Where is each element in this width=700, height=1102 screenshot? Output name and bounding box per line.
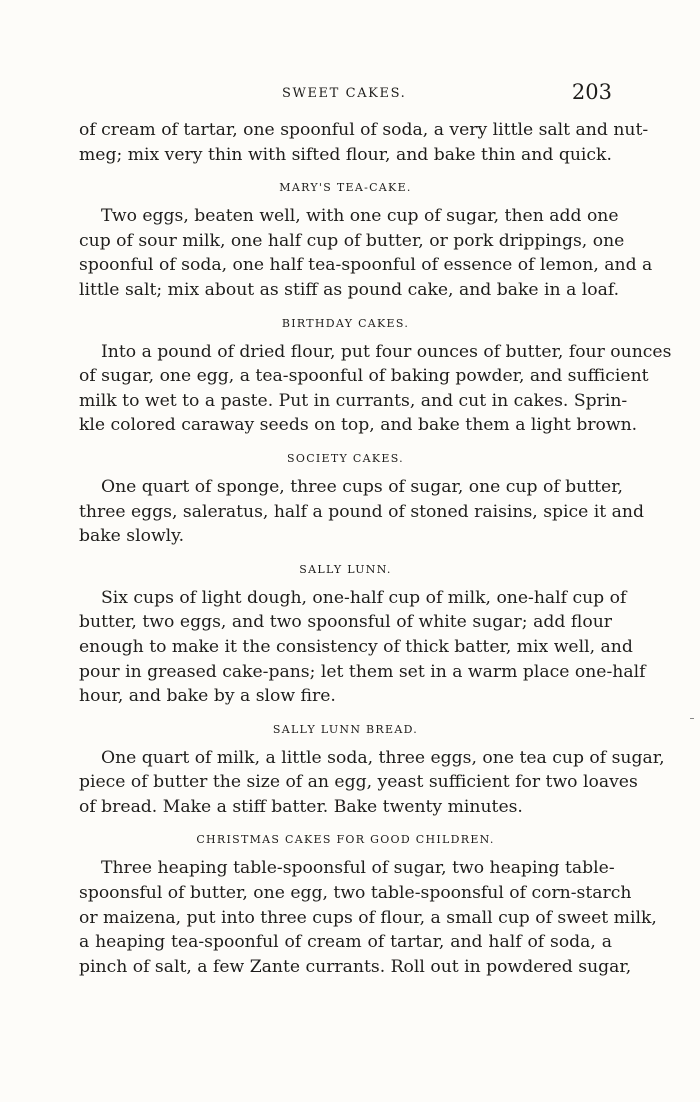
text-line: of sugar, one egg, a tea-spoonful of baking powder, and sufficient xyxy=(79,366,649,387)
recipe-title: BIRTHDAY CAKES. xyxy=(281,316,410,330)
recipe-body xyxy=(79,204,653,302)
text-line: of bread. Make a stiff batter. Bake twenty minutes. xyxy=(79,796,523,817)
text-line: Six cups of light dough, one-half cup of milk, one-half cup of xyxy=(101,587,627,608)
text-line: piece of butter the size of an egg, yeast sufficient for two loaves xyxy=(79,772,638,793)
recipe-title: MARY'S TEA-CAKE. xyxy=(279,181,412,195)
text-line: spoonsful of butter, one egg, two table-spoonsful of corn-starch xyxy=(79,883,632,904)
page-number: 203 xyxy=(571,80,612,104)
text-line: spoonful of soda, one half tea-spoonful of essence of lemon, and a xyxy=(79,255,653,276)
text-line: three eggs, saleratus, half a pound of stoned raisins, spice it and xyxy=(79,501,644,522)
recipe-body xyxy=(79,746,665,820)
page-edge-mark xyxy=(690,718,694,719)
recipe-title: SOCIETY CAKES. xyxy=(287,451,404,465)
text-line: hour, and bake by a slow fire. xyxy=(79,686,336,707)
recipe-body xyxy=(79,475,644,549)
recipe-body xyxy=(79,856,657,979)
text-line: One quart of sponge, three cups of sugar, one cup of butter, xyxy=(101,476,623,497)
text-line: pour in greased cake-pans; let them set in a warm place one-half xyxy=(79,661,646,682)
intro-paragraph xyxy=(79,118,649,167)
running-title: SWEET CAKES. xyxy=(282,86,407,101)
text-line: Two eggs, beaten well, with one cup of sugar, then add one xyxy=(101,206,619,227)
text-line: One quart of milk, a little soda, three eggs, one tea cup of sugar, xyxy=(101,747,665,768)
text-line: bake slowly. xyxy=(79,526,185,547)
text-line: cup of sour milk, one half cup of butter, or pork drippings, one xyxy=(79,230,625,251)
text-line: a heaping tea-spoonful of cream of tartar, and half of soda, a xyxy=(79,932,612,953)
recipe-body xyxy=(79,586,646,709)
text-line: Three heaping table-spoonsful of sugar, two heaping table- xyxy=(101,858,615,879)
text-line: Into a pound of dried flour, put four ounces of butter, four ounces xyxy=(101,341,672,362)
text-line: butter, two eggs, and two spoonsful of white sugar; add flour xyxy=(79,612,612,633)
recipe-title: CHRISTMAS CAKES FOR GOOD CHILDREN. xyxy=(196,833,495,847)
running-head xyxy=(79,78,612,110)
recipe-title: SALLY LUNN BREAD. xyxy=(272,722,419,736)
text-line: meg; mix very thin with sifted flour, and bake thin and quick. xyxy=(79,144,612,165)
text-line: pinch of salt, a few Zante currants. Roll out in powdered sugar, xyxy=(79,956,632,977)
recipe-body xyxy=(79,340,672,438)
recipe-title: SALLY LUNN. xyxy=(299,562,392,576)
text-line: enough to make it the consistency of thick batter, mix well, and xyxy=(79,636,633,657)
text-line: little salt; mix about as stiff as pound cake, and bake in a loaf. xyxy=(79,279,620,300)
text-line: kle colored caraway seeds on top, and bake them a light brown. xyxy=(79,415,638,436)
text-line: or maizena, put into three cups of flour, a small cup of sweet milk, xyxy=(79,907,657,928)
text-line: of cream of tartar, one spoonful of soda, a very little salt and nut- xyxy=(79,120,649,140)
text-line: milk to wet to a paste. Put in currants, and cut in cakes. Sprin- xyxy=(79,390,628,411)
